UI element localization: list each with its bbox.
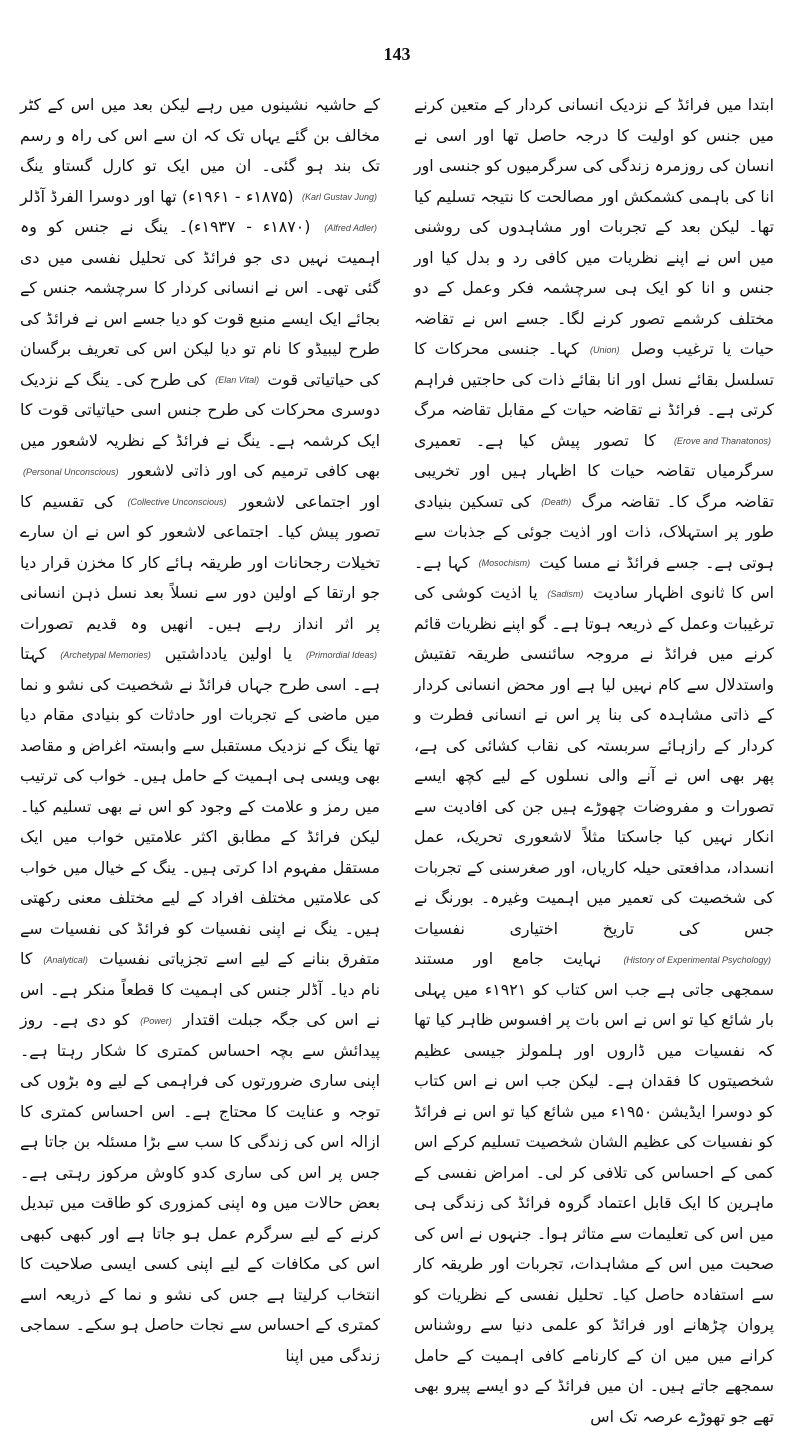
urdu-text-segment: کہا۔ جنسی محرکات کا تسلسل بقائے نسل اور انا بقائے ذات کی حاجتیں فراہم کرتی ہے۔ فرائڈ نے تقاضہ حیات کے مقابل تقاضہ مرگ — [414, 339, 774, 419]
english-gloss: (History of Experimental Psychology) — [623, 954, 771, 965]
urdu-text-segment: کہا ہے۔ اس کا ثانوی اظہار سادیت — [414, 552, 774, 602]
english-gloss: (Elan Vital) — [215, 375, 260, 385]
english-gloss: (Alfred Adler) — [324, 222, 377, 233]
english-gloss: (Primordial Ideas) — [305, 649, 377, 660]
urdu-text-segment: (۱۸۷۰ء - ۱۹۳۷ء)۔ ینگ نے جنس کو وہ اہمیت نہیں دی جو فرائڈ کی تحلیل نفسی میں دی گئی تھی۔ اس نے انسانی کردار کا سرچشمہ جنس کے بجائے ایک ایسے منبع قوت کو دیا جسے اس نے فرائڈ کی طرح لیبیڈو کا نام تو دیا لیکن اس کی تعریف برگسان کی حیاتیاتی قوت — [20, 217, 380, 389]
page-number: 143 — [383, 44, 411, 64]
english-gloss: (Sadism) — [547, 588, 584, 599]
right-column-text — [414, 90, 774, 1432]
text-columns — [20, 90, 775, 1426]
urdu-text-segment: (۱۸۷۵ء - ۱۹۶۱ء) تھا اور دوسرا الفرڈ آڈلر — [20, 186, 294, 206]
english-gloss: (Archetypal Memories) — [60, 649, 151, 660]
urdu-text-segment: کہتا ہے۔ اسی طرح جہاں فرائڈ نے شخصیت کی نشو و نما میں ماضی کے تجربات اور حادثات کو بنیادی مقام دیا تھا ینگ کے نزدیک مستقبل سے وابستہ اغراض و مقاصد بھی ویسی ہی اہمیت کے حامل ہیں۔ خواب کی ترتیب میں رمز و علامت کے وجود کو اس نے بھی تسلیم کیا۔ لیکن فرائڈ کے مطابق اکثر علامتیں خواب میں ایک مستقل مفہوم ادا کرتی ہیں۔ ینگ کے خیال میں خواب کی علامتیں مختلف افراد کے لیے مختلف معنی رکھتی ہیں۔ ینگ نے اپنی نفسیات کو فرائڈ کی نفسیات سے متفرق بنانے کے لیے اسے تجزیاتی نفسیات — [20, 644, 380, 968]
english-gloss: (Personal Unconscious) — [23, 466, 119, 477]
english-gloss: (Mosochism) — [478, 558, 531, 568]
english-gloss: (Karl Gustav Jung) — [301, 192, 377, 202]
urdu-text-segment: یا اولین یادداشتیں — [164, 644, 292, 663]
english-gloss: (Power) — [140, 1015, 172, 1026]
urdu-text-segment: کی طرح کی۔ ینگ کے نزدیک دوسری محرکات کی طرح جنس اسی حیاتیاتی قوت کا ایک کرشمہ ہے۔ ینگ نے فرائڈ کے نظریہ لاشعور میں بھی کافی ترمیم کی اور ذاتی لاشعور — [20, 369, 380, 480]
urdu-text-segment: کی تقسیم کا تصور پیش کیا۔ اجتماعی لاشعور کو اس نے ان سارے تخیلات رجحانات اور طریقہ ہائے کار کا مخزن قرار دیا جو ارتقا کے اولین دور سے نسلاً بعد نسل ذہن انسانی پر اثر انداز رہے ہیں۔ انھیں وہ قدیم تصورات — [20, 491, 380, 633]
left-column — [20, 90, 380, 1365]
english-gloss: (Collective Unconscious) — [127, 497, 227, 507]
english-gloss: (Union) — [589, 344, 620, 355]
english-gloss: (Death) — [541, 497, 572, 507]
urdu-text-segment: کا تصور پیش کیا ہے۔ تعمیری سرگرمیاں تقاضہ حیات کا اظہار ہیں اور تخریبی تقاضہ مرگ کا۔ تقاضہ مرگ — [414, 430, 774, 511]
urdu-text-segment: یا اذیت کوشی کی ترغیبات وعمل کے ذریعہ ہوتا ہے۔ گو اپنے نظریات قائم کرنے میں فرائڈ نے مروجہ سائنسی طریقہ تفتیش واستدلال سے کام نہیں لیا ہے اور محض انسانی کردار کے ذاتی مشاہدہ کی بنا پر اس نے انسانی فطرت و کردار کے رازہائے سربستہ کی نقاب کشائی کی ہے، پھر بھی اس نے آنے والی نسلوں کے لیے کچھ ایسے تصورات و مفروضات چھوڑے ہیں جن کی افادیت سے انکار نہیں کیا جاسکتا مثلاً لاشعوری تحریک، عمل انسداد، مدافعتی حیلہ کاریاں، اور صغرسنی کے تجربات کی شخصیت کی تعمیر میں اہمیت وغیرہ۔ بورنگ نے جس کی تاریخ اختیاری نفسیات — [414, 583, 774, 938]
left-column-text — [20, 90, 380, 1371]
urdu-text-segment: کا نام دیا۔ آڈلر جنس کی اہمیت کا قطعاً منکر ہے۔ اس نے اس کی جگہ جبلت اقتدار — [20, 949, 380, 1029]
urdu-text-segment: کو دی ہے۔ روز پیدائش سے بچہ احساس کمتری کا شکار رہتا ہے۔ اپنی ساری ضرورتوں کی فراہمی کے لیے وہ بڑوں کی توجہ و عنایت کا محتاج ہے۔ اس احساس کمتری کا ازالہ اس کی زندگی کا سب سے بڑا مسئلہ بن جاتا ہے جس پر اس کی ساری کدو کاوش مرکوز رہتی ہے۔ بعض حالات میں وہ اپنی کمزوری کو طاقت میں تبدیل کرنے کے لیے سرگرم عمل ہو جاتا ہے اور کبھی کبھی اس کی مکافات کے لیے اپنی کسی ایسی صلاحیت کا انتخاب کرلیتا ہے جس کی نشو و نما کے ذریعہ اسے کمتری کے احساس سے نجات حاصل ہو سکے۔ سماجی زندگی میں اپنا — [20, 1010, 380, 1365]
urdu-text-segment: کی تسکین بنیادی طور پر استہلاک، ذات اور اذیت جوئی کے جذبات سے ہوتی ہے۔ جسے فرائڈ نے مسا کیت — [414, 491, 774, 572]
urdu-text-segment: اور اجتماعی لاشعور — [239, 491, 380, 511]
urdu-text-segment: ابتدا میں فرائڈ کے نزدیک انسانی کردار کے متعین کرنے میں جنس کو اولیت کا درجہ حاصل تھا اور اسی نے انسان کی روزمرہ زندگی کی سرگرمیوں کو جنسی اور انا کی باہمی کشمکش اور مصالحت کا نتیجہ تسلیم کیا تھا۔ لیکن بعد کے تجربات اور مشاہدوں کی روشنی میں اس نے اپنے نظریات میں کافی رد و بدل کیا اور جنس و انا کو ایک ہی سرچشمہ فکر وعمل کے دو مختلف کرشمے تصور کرنے لگا۔ جسے اس نے تقاضہ حیات یا ترغیب وصل — [414, 95, 774, 358]
right-column — [414, 90, 775, 1426]
english-gloss: (Analytical) — [43, 954, 88, 965]
english-gloss: (Erove and Thanatonos) — [673, 436, 771, 446]
urdu-text-segment: نہایت جامع اور مستند سمجھی جاتی ہے جب اس کتاب کو ۱۹۲۱ء میں پہلی بار شائع کیا تو اس نے اس بات پر افسوس ظاہر کیا تھا کہ نفسیات میں ڈاروں اور ہلمولز جیسی عظیم شخصیتوں کا فقدان ہے۔ لیکن جب اس نے اس کتاب کو دوسرا ایڈیشن ۱۹۵۰ء میں شائع کیا تو اس نے فرائڈ کو نفسیات کی عظیم الشان شخصیت تسلیم کرکے اس کمی کے احساس کی تلافی کر لی۔ امراض نفسی کے ماہرین کا ایک قابل اعتماد گروہ فرائڈ کی زندگی ہی میں اس کی تعلیمات سے متاثر ہوا۔ جنہوں نے اس کی صحبت میں اس کے مشاہدات، تجربات اور طریقہ کار سے استفادہ حاصل کیا۔ تحلیل نفسی کے نظریات کو پروان چڑھانے اور فرائڈ کو علمی دنیا سے روشناس کرانے میں میں ان کے کارنامے کافی اہمیت کے حامل سمجھے جاتے ہیں۔ ان میں فرائڈ کے دو ایسے پیرو بھی تھے جو تھوڑے عرصہ تک اس — [414, 949, 775, 1426]
urdu-text-segment: کے حاشیہ نشینوں میں رہے لیکن بعد میں اس کے کٹر مخالف بن گئے یہاں تک کہ ان سے اس کی راہ و رسم تک بند ہو گئی۔ ان میں ایک تو کارل گستاو ینگ — [20, 95, 380, 175]
